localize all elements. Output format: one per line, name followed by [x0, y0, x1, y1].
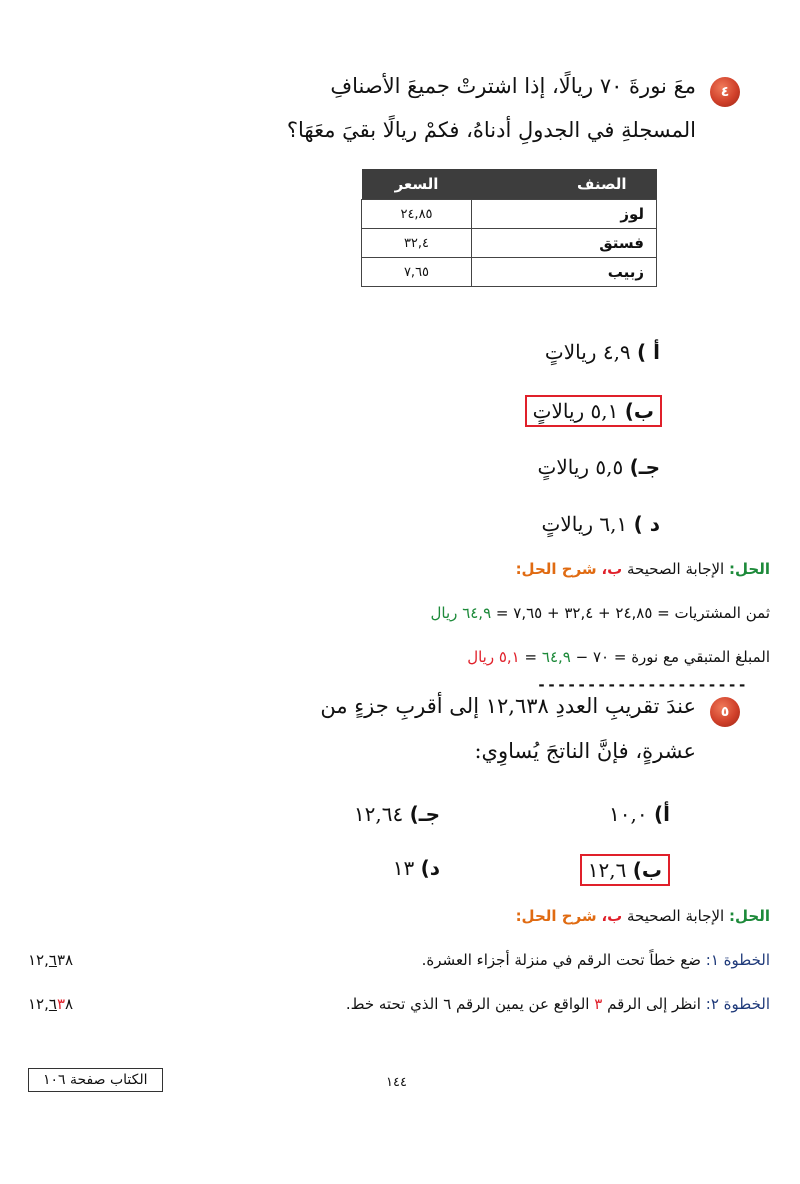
underlined-number — [28, 951, 73, 969]
question-number: ٥ — [720, 704, 730, 720]
option-c — [354, 802, 440, 826]
option-text: ٦,١ ريالاتٍ — [541, 512, 628, 536]
question-text-line2: المسجلةِ في الجدولِ أدناهُ، فكمْ ريالًا بقيَ معَهَا؟ — [286, 118, 696, 142]
option-b-correct — [525, 395, 662, 427]
calc-equals: = — [524, 648, 538, 666]
calculation-remaining — [467, 648, 770, 666]
red-digit: ٣ — [56, 995, 66, 1013]
book-reference: الكتاب صفحة ١٠٦ — [28, 1068, 163, 1092]
solution-answer: ب، — [601, 560, 623, 578]
step-1 — [422, 951, 770, 969]
step-text: ضع خطاً تحت الرقم في منزلة أجزاء العشرة. — [421, 951, 701, 969]
table-header-item: الصنف — [472, 169, 657, 200]
option-d — [393, 856, 440, 880]
solution-label: الحل: — [729, 560, 770, 578]
number-part: ٣٨ — [56, 951, 74, 969]
option-a — [545, 340, 660, 364]
calc-result: ٦٤,٩ ريال — [430, 604, 492, 622]
number-part: ١٢, — [28, 995, 49, 1013]
step-label: الخطوة ١: — [705, 951, 770, 969]
option-c — [537, 455, 660, 479]
solution-label: الحل: — [729, 907, 770, 925]
option-letter: ب) — [624, 399, 654, 423]
option-text: ١٢,٦٤ — [353, 802, 404, 826]
dashed-separator: --------------------- — [537, 676, 748, 694]
calc-value: ٦٤,٩ — [541, 648, 571, 666]
option-letter: ب) — [632, 858, 662, 882]
number-part: ١٢, — [28, 951, 49, 969]
solution-text: الإجابة الصحيحة — [627, 907, 725, 925]
question-text-line1: عندَ تقريبِ العددِ ١٢,٦٣٨ إلى أقربِ جزءٍ من — [320, 694, 696, 718]
option-letter: أ) — [654, 802, 670, 826]
table-cell-item: لوز — [472, 200, 657, 229]
question-text-line2: عشرةٍ، فإنَّ الناتجَ يُساوِي: — [474, 739, 696, 763]
option-letter: جـ) — [629, 455, 660, 479]
option-letter: أ ) — [637, 340, 660, 364]
option-letter: د ) — [633, 512, 660, 536]
step-digit: ٣ — [594, 995, 603, 1013]
table-header-price: السعر — [362, 169, 472, 200]
solution-explain-label: شرح الحل: — [515, 560, 597, 578]
table-row — [362, 200, 657, 229]
table-cell-item: فستق — [472, 229, 657, 258]
option-text: ١٢,٦ — [587, 858, 627, 882]
table-cell-price: ٣٢,٤ — [362, 229, 472, 258]
table-row — [362, 258, 657, 287]
highlighted-number — [28, 995, 73, 1013]
question-number-badge — [710, 77, 740, 107]
solution-answer: ب، — [601, 907, 623, 925]
table-cell-item: زبيب — [472, 258, 657, 287]
calc-text: ثمن المشتريات = ٢٤,٨٥ + ٣٢,٤ + ٧,٦٥ = — [495, 604, 770, 622]
step-text: الواقع عن يمين الرقم ٦ الذي تحته خط. — [345, 995, 590, 1013]
solution-explain-label: شرح الحل: — [515, 907, 597, 925]
option-text: ١٠,٠ — [609, 802, 648, 826]
option-a — [609, 802, 670, 826]
question-number: ٤ — [720, 84, 730, 100]
option-text: ٤,٩ ريالاتٍ — [544, 340, 631, 364]
underlined-digit: ٦ — [48, 995, 57, 1013]
step-text: انظر إلى الرقم — [607, 995, 701, 1013]
option-d — [542, 512, 661, 536]
items-table — [361, 169, 657, 287]
step-2 — [346, 995, 770, 1013]
option-letter: د) — [420, 856, 440, 880]
calc-text: المبلغ المتبقي مع نورة = ٧٠ − — [575, 648, 770, 666]
solution-line — [516, 560, 770, 578]
table-row — [362, 229, 657, 258]
option-text: ٥,٥ ريالاتٍ — [537, 455, 624, 479]
step-label: الخطوة ٢: — [705, 995, 770, 1013]
table-cell-price: ٢٤,٨٥ — [362, 200, 472, 229]
solution-text: الإجابة الصحيحة — [627, 560, 725, 578]
option-text: ٥,١ ريالاتٍ — [532, 399, 619, 423]
question-number-badge — [710, 697, 740, 727]
option-b-correct — [580, 854, 670, 886]
underlined-digit: ٦ — [48, 951, 57, 969]
calculation-total — [431, 604, 770, 622]
solution-line — [516, 907, 770, 925]
number-part: ٨ — [65, 995, 74, 1013]
page-number: ١٤٤ — [386, 1075, 407, 1090]
calc-result: ٥,١ ريال — [467, 648, 520, 666]
table-cell-price: ٧,٦٥ — [362, 258, 472, 287]
question-text-line1: معَ نورةَ ٧٠ ريالًا، إذا اشترتْ جميعَ الأصنافِ — [330, 74, 696, 98]
option-letter: جـ) — [409, 802, 440, 826]
option-text: ١٣ — [392, 856, 415, 880]
